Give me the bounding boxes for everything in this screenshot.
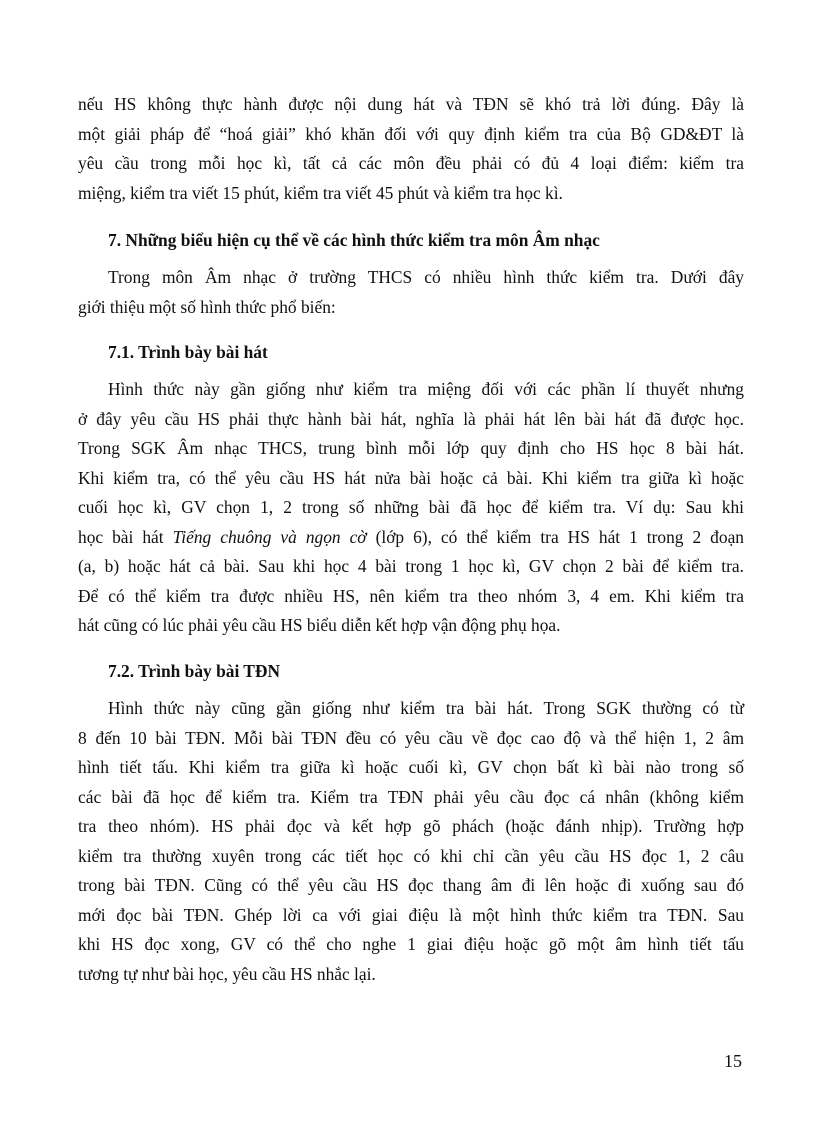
text-line: 8 đến 10 bài TĐN. Mỗi bài TĐN đều có yêu cầu về đọc cao độ và thể hiện 1, 2 âm: [78, 727, 744, 748]
text-line: Trong SGK Âm nhạc THCS, trung bình mỗi lớp quy định cho HS học 8 bài hát.: [78, 438, 744, 458]
song-title: Tiếng chuông và ngọn cờ: [172, 526, 367, 547]
text-line: trong bài TĐN. Cũng có thể yêu cầu HS đọc thang âm đi lên hoặc đi xuống sau đó: [78, 875, 744, 895]
intro-paragraph: [78, 90, 744, 208]
line-prefix: học bài hát: [78, 526, 173, 547]
section-7-2-paragraph: [78, 694, 744, 989]
section-7-heading: 7. Những biểu hiện cụ thể về các hình thức kiểm tra môn Âm nhạc: [108, 230, 600, 250]
text-line: một giải pháp để “hoá giải” khó khăn đối với quy định kiểm tra của Bộ GD&ĐT là: [78, 123, 744, 144]
text-line: (a, b) hoặc hát cả bài. Sau khi học 4 bài trong 1 học kì, GV chọn 2 bài để kiểm tra.: [78, 556, 744, 576]
text-line: khi HS đọc xong, GV có thể cho nghe 1 giai điệu hoặc gõ một âm hình tiết tấu: [78, 934, 744, 954]
section-7-2-heading: 7.2. Trình bày bài TĐN: [108, 661, 281, 681]
text-line: Hình thức này cũng gần giống như kiểm tra bài hát. Trong SGK thường có từ: [108, 698, 744, 718]
text-line: giới thiệu một số hình thức phổ biến:: [78, 296, 336, 317]
section-7-paragraph: [78, 263, 744, 322]
text-line: các bài đã học để kiểm tra. Kiểm tra TĐN phải yêu cầu đọc cá nhân (không kiểm: [78, 786, 744, 807]
text-line: hát cũng có lúc phải yêu cầu HS biểu diễn kết hợp vận động phụ họa.: [78, 615, 561, 635]
text-line: Khi kiểm tra, có thể yêu cầu HS hát nửa bài hoặc cả bài. Khi kiểm tra giữa kì hoặc: [78, 467, 744, 488]
text-line: kiểm tra thường xuyên trong các tiết học có khi chỉ cần yêu cầu HS đọc 1, 2 câu: [78, 845, 744, 866]
text-line: miệng, kiểm tra viết 15 phút, kiểm tra viết 45 phút và kiểm tra học kì.: [78, 182, 563, 203]
page-number: 15: [724, 1051, 742, 1071]
text-line: mới đọc bài TĐN. Ghép lời ca với giai điệu là một hình thức kiểm tra TĐN. Sau: [78, 904, 744, 925]
text-line: ở đây yêu cầu HS phải thực hành bài hát, nghĩa là phải hát lên bài hát đã được học.: [78, 408, 744, 429]
text-line-with-title: [78, 523, 744, 553]
section-7-1-paragraph: [78, 375, 744, 641]
text-line: hình tiết tấu. Khi kiểm tra giữa kì hoặc cuối kì, GV chọn bất kì bài nào trong số: [78, 757, 744, 777]
text-line: Hình thức này gần giống như kiểm tra miệng đối với các phần lí thuyết nhưng: [108, 379, 744, 399]
text-line: tương tự như bài học, yêu cầu HS nhắc lại.: [78, 963, 376, 984]
text-line: Để có thể kiểm tra được nhiều HS, nên kiểm tra theo nhóm 3, 4 em. Khi kiểm tra: [78, 585, 744, 606]
text-line: Trong môn Âm nhạc ở trường THCS có nhiều hình thức kiểm tra. Dưới đây: [108, 267, 744, 287]
line-suffix: (lớp 6), có thể kiểm tra HS hát 1 trong 2 đoạn: [366, 526, 744, 547]
text-line: yêu cầu trong mỗi học kì, tất cả các môn đều phải có đủ 4 loại điểm: kiểm tra: [78, 153, 744, 173]
text-line: nếu HS không thực hành được nội dung hát và TĐN sẽ khó trả lời đúng. Đây là: [78, 94, 744, 114]
text-line: tra theo nhóm). HS phải đọc và kết hợp gõ phách (hoặc đánh nhịp). Trường hợp: [78, 816, 744, 836]
text-line: cuối học kì, GV chọn 1, 2 trong số những bài đã học để kiểm tra. Ví dụ: Sau khi: [78, 497, 744, 517]
section-7-1-heading: 7.1. Trình bày bài hát: [108, 342, 268, 362]
